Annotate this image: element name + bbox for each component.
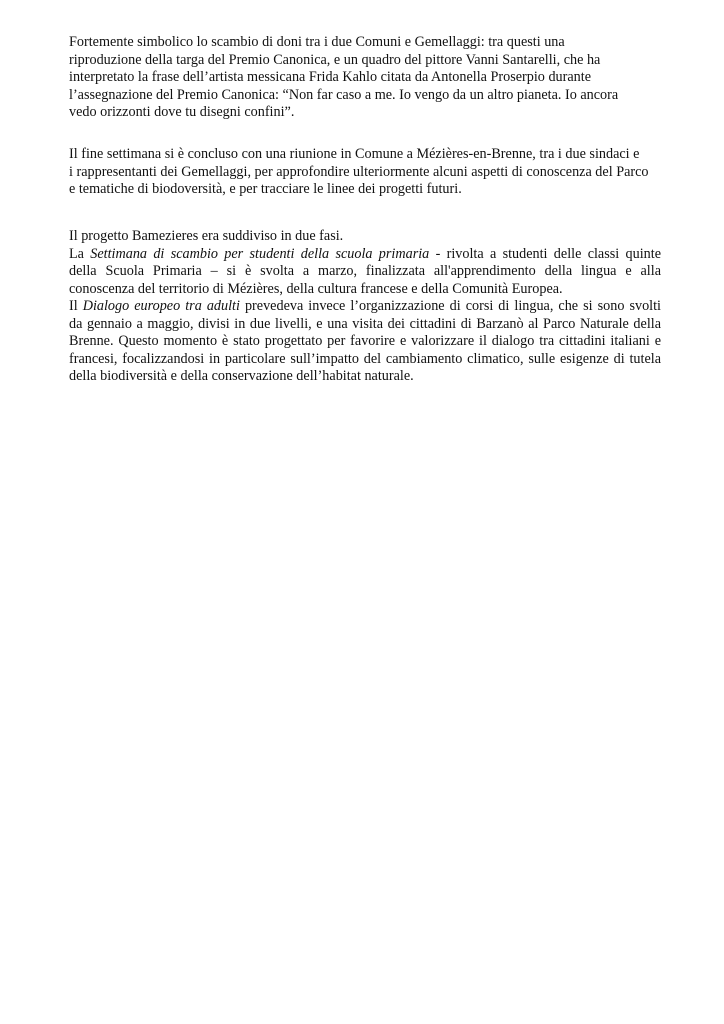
text-line: da gennaio a maggio, divisi in due livelli, e una visita dei cittadini di Barzanò al Parco Naturale della xyxy=(69,315,661,332)
text-line: Il fine settimana si è concluso con una riunione in Comune a Mézières-en-Brenne, tra i due sindaci e xyxy=(69,146,640,162)
phase1-title: Settimana di scambio per studenti della scuola primaria xyxy=(90,245,430,262)
paragraph-gift-exchange xyxy=(69,34,659,122)
project-intro: Il progetto Bamezieres era suddiviso in due fasi. xyxy=(69,228,344,244)
text-line: i rappresentanti dei Gemellaggi, per approfondire ulteriormente alcuni aspetti di conoscenza del Parco xyxy=(69,163,649,180)
phase1-prefix: La xyxy=(69,245,91,262)
text-line: della Scuola Primaria – si è svolta a marzo, finalizzata all'apprendimento della lingua e alla xyxy=(69,263,661,279)
text-line: della biodiversità e della conservazione dell’habitat naturale. xyxy=(69,368,414,384)
text-line: Brenne. Questo momento è stato progettato per favorire e valorizzare il dialogo tra cittadini italiani e xyxy=(69,333,661,349)
phase2-line xyxy=(69,298,661,316)
phase1-text: - rivolta a studenti delle classi quinte xyxy=(429,245,661,262)
phase1-line xyxy=(69,246,661,264)
text-line: e tematiche di biodoversità, e per tracciare le linee dei progetti futuri. xyxy=(69,181,462,197)
phase2-text: prevedeva invece l’organizzazione di corsi di lingua, che si sono svolti xyxy=(239,298,661,314)
text-line: riproduzione della targa del Premio Canonica, e un quadro del pittore Vanni Santarelli, che ha xyxy=(69,51,601,68)
phase2-prefix: Il xyxy=(69,298,83,314)
phase2-title: Dialogo europeo tra adulti xyxy=(82,298,240,314)
text-line: l’assegnazione del Premio Canonica: “Non far caso a me. Io vengo da un altro pianeta. Io ancora xyxy=(69,86,619,103)
text-line: Fortemente simbolico lo scambio di doni tra i due Comuni e Gemellaggi: tra questi una xyxy=(69,34,565,50)
text-line: francesi, focalizzandosi in particolare sull’impatto del cambiamento climatico, sulle esigenze di tutela xyxy=(69,350,661,367)
text-line: interpretato la frase dell’artista messicana Frida Kahlo citata da Antonella Proserpio durante xyxy=(69,69,591,85)
text-line: conoscenza del territorio di Mézières, della cultura francese e della Comunità Europea. xyxy=(69,280,563,297)
text-line: vedo orizzonti dove tu disegni confini”. xyxy=(69,104,295,120)
paragraph-weekend-meeting xyxy=(69,146,661,199)
paragraph-project-phases xyxy=(69,228,661,386)
